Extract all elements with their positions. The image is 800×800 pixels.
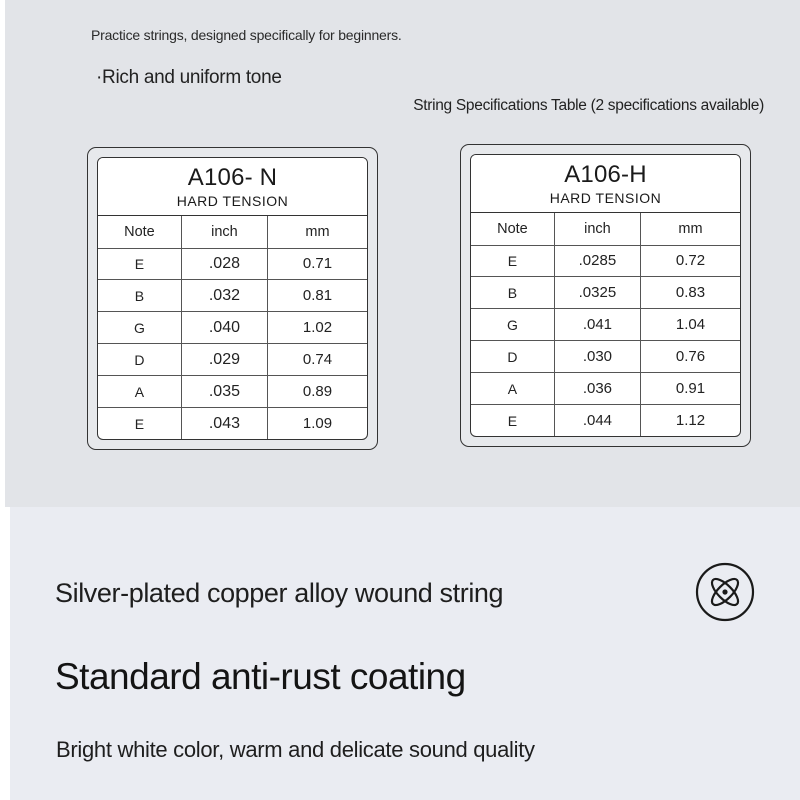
mm-cell: 0.91	[640, 373, 740, 405]
column-header-inch: inch	[181, 216, 267, 248]
inch-cell: .035	[181, 376, 267, 408]
inch-cell: .029	[181, 344, 267, 376]
inch-cell: .028	[181, 248, 267, 280]
feature-anti-rust-coating: Standard anti-rust coating	[55, 656, 466, 697]
inch-cell: .040	[181, 312, 267, 344]
note-cell: D	[98, 344, 181, 376]
inch-cell: .030	[554, 341, 640, 373]
mm-cell: 1.04	[640, 309, 740, 341]
card-header	[98, 158, 367, 216]
column-header-mm: mm	[267, 216, 367, 248]
inch-cell: .0325	[554, 277, 640, 309]
note-cell: E	[471, 405, 554, 436]
note-cell: B	[98, 280, 181, 312]
mm-cell: 0.81	[267, 280, 367, 312]
inch-cell: .043	[181, 408, 267, 439]
column-header-mm: mm	[640, 213, 740, 245]
table-row	[471, 373, 740, 405]
table-row	[98, 312, 367, 344]
model-name: A106- N	[187, 163, 278, 191]
column-header-note: Note	[471, 213, 554, 245]
inch-cell: .032	[181, 280, 267, 312]
spec-card-a106-h	[460, 144, 751, 447]
inch-cell: .036	[554, 373, 640, 405]
mm-cell: 1.09	[302, 415, 333, 433]
note-cell: G	[98, 312, 181, 344]
inch-cell: .044	[554, 405, 640, 436]
spec-card-inner	[97, 157, 368, 440]
table-row	[98, 344, 367, 376]
note-cell: B	[471, 277, 554, 309]
table-row	[471, 341, 740, 373]
feature-wound-string: Silver-plated copper alloy wound string	[55, 578, 504, 608]
spec-card-inner	[470, 154, 741, 437]
mm-cell: 0.83	[640, 277, 740, 309]
mm-cell: 0.71	[267, 248, 367, 280]
feature-text: ·Rich and uniform tone	[96, 67, 282, 88]
table-row	[471, 405, 740, 436]
note-cell: G	[471, 309, 554, 341]
table-row	[98, 408, 367, 439]
mm-cell: 0.89	[267, 376, 367, 408]
table-row	[98, 376, 367, 408]
table-row	[98, 248, 367, 280]
feature-sound-quality: Bright white color, warm and delicate sound quality	[56, 737, 535, 762]
table-row	[471, 277, 740, 309]
note-cell: A	[471, 373, 554, 405]
atom-icon	[695, 562, 755, 622]
mm-cell: 0.72	[640, 245, 740, 277]
column-header-note: Note	[98, 216, 181, 248]
table-row	[471, 245, 740, 277]
tension-label: HARD TENSION	[176, 192, 289, 209]
spec-table	[98, 216, 367, 439]
note-cell: E	[98, 248, 181, 280]
mm-cell: 0.76	[640, 341, 740, 373]
note-cell: D	[471, 341, 554, 373]
card-header	[471, 155, 740, 213]
spec-card-a106-n	[87, 147, 378, 450]
inch-cell: .041	[554, 309, 640, 341]
intro-text: Practice strings, designed specifically for beginners.	[91, 27, 402, 43]
table-row	[471, 309, 740, 341]
note-cell: E	[98, 408, 181, 439]
table-header-row	[471, 213, 740, 245]
tension-label: HARD TENSION	[549, 189, 662, 206]
note-cell: A	[98, 376, 181, 408]
model-name: A106-H	[564, 160, 647, 188]
mm-cell: 1.02	[267, 312, 367, 344]
mm-cell: 0.74	[267, 344, 367, 376]
table-caption: String Specifications Table (2 specifications available)	[413, 97, 764, 114]
table-row	[98, 280, 367, 312]
spec-table	[471, 213, 740, 436]
column-header-inch: inch	[554, 213, 640, 245]
note-cell: E	[471, 245, 554, 277]
inch-cell: .0285	[554, 245, 640, 277]
table-header-row	[98, 216, 367, 248]
mm-cell: 1.12	[675, 412, 706, 430]
